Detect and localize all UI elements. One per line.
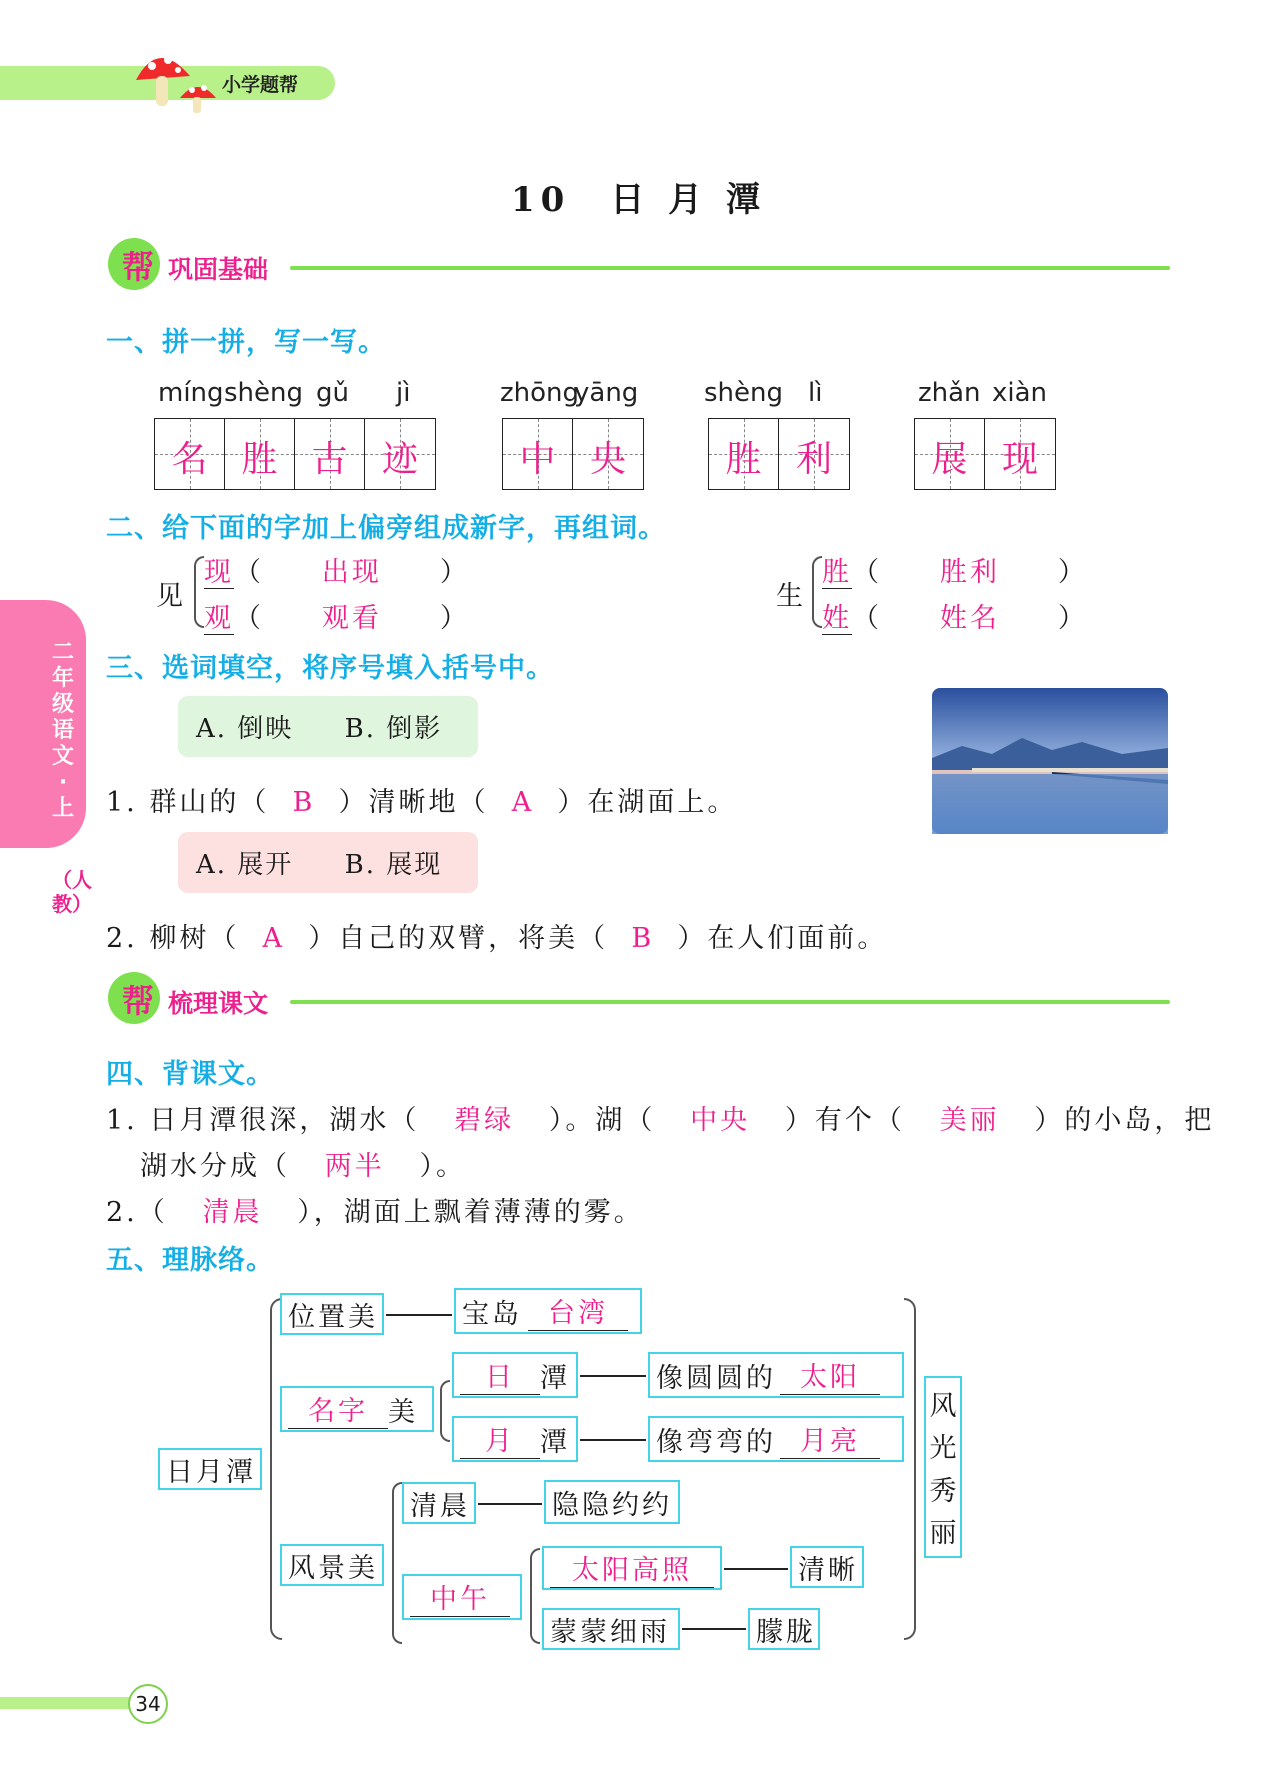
map-connector (682, 1628, 746, 1630)
map-connector (386, 1314, 452, 1316)
section-divider (290, 266, 1170, 270)
pinyin: jì (396, 378, 411, 408)
brand-label: 小学题帮 (222, 74, 299, 96)
grid-char: 名 (171, 439, 208, 480)
map-noon: 中午 (402, 1574, 522, 1620)
mushroom-icon (128, 42, 228, 114)
grid-char: 胜 (241, 439, 278, 480)
base-char: 见 (156, 581, 186, 612)
pinyin: gǔ (316, 378, 349, 408)
pinyin: lì (808, 378, 823, 408)
option-b: B. 展现 (344, 850, 443, 880)
q1-heading: 一、拼一拼，写一写。 (106, 327, 386, 358)
map-connector (580, 1439, 646, 1441)
grid-char: 迹 (381, 439, 418, 480)
grid-char: 中 (519, 439, 556, 480)
pinyin: shèng (704, 378, 784, 408)
pinyin: zhǎn (918, 378, 981, 408)
banner-help-char: 帮 (121, 248, 154, 286)
side-tab-grade: 二年级语文·上 (51, 640, 74, 821)
q4-line-1: 1. 日月潭很深，湖水（ 碧绿 ）。湖（ 中央 ）有个（ 美丽 ）的小岛，把 (106, 1105, 1215, 1136)
option-a: A. 倒映 (196, 714, 294, 744)
base-char: 生 (776, 581, 806, 612)
radical-row: 胜（ 胜利 ） (822, 557, 1088, 588)
grid-char: 胜 (725, 439, 762, 480)
char-grid (708, 418, 850, 490)
map-position-detail: 宝岛 台湾 (454, 1288, 642, 1334)
section-divider (290, 1000, 1170, 1004)
map-root: 日月潭 (158, 1448, 262, 1490)
char-grid (914, 418, 1056, 490)
char-grid (154, 418, 436, 490)
map-brace (392, 1482, 402, 1644)
pinyin: shèng (224, 378, 304, 408)
option-b: B. 倒影 (344, 714, 443, 744)
map-connector (724, 1568, 788, 1570)
pinyin: zhōng (500, 378, 580, 408)
options-box-2 (178, 832, 478, 893)
map-summary: 风 光 秀 丽 (924, 1376, 962, 1558)
section-title-text: 梳理课文 (168, 989, 269, 1018)
page-number: 34 (128, 1684, 168, 1724)
options-box-1 (178, 696, 478, 757)
map-morning-desc: 隐隐约约 (544, 1480, 680, 1524)
map-moon-lake: 月 潭 (452, 1416, 578, 1462)
q4-heading: 四、背课文。 (106, 1059, 274, 1090)
map-brace (530, 1548, 540, 1644)
map-morning: 清晨 (402, 1482, 476, 1524)
q2-heading: 二、给下面的字加上偏旁组成新字，再组词。 (106, 513, 666, 544)
lake-photo (932, 688, 1168, 834)
radical-row: 姓（ 姓名 ） (822, 603, 1088, 634)
map-scenery: 风景美 (280, 1544, 384, 1586)
map-sun-desc: 像圆圆的 太阳 (648, 1352, 904, 1398)
map-sunny-desc: 清晰 (790, 1546, 864, 1588)
banner-help-char: 帮 (121, 982, 154, 1020)
brace (194, 556, 204, 628)
map-brace (904, 1298, 916, 1640)
pinyin: yāng (574, 378, 639, 408)
map-connector (478, 1503, 542, 1505)
q4-line-3: 2.（ 清晨 ），湖面上飘着薄薄的雾。 (106, 1197, 644, 1228)
grid-char: 古 (311, 439, 348, 480)
side-tab-edition: （人教） (52, 868, 92, 916)
page-title: 10 日 月 潭 (511, 180, 766, 220)
map-name: 名字 美 (280, 1386, 434, 1432)
map-rain-desc: 朦胧 (748, 1608, 820, 1650)
option-a: A. 展开 (196, 850, 294, 880)
map-connector (580, 1375, 646, 1377)
q4-line-2: 湖水分成（ 两半 ）。 (140, 1151, 466, 1182)
map-brace (270, 1298, 282, 1640)
grid-char: 央 (589, 439, 626, 480)
map-sun-lake: 日 潭 (452, 1352, 578, 1398)
brace (812, 556, 822, 628)
q3-sentence-2: 2. 柳树（ A ）自己的双臂，将美（ B ）在人们面前。 (106, 923, 888, 954)
map-rain: 蒙蒙细雨 (542, 1608, 680, 1650)
char-grid (502, 418, 644, 490)
map-moon-desc: 像弯弯的 月亮 (648, 1416, 904, 1462)
pinyin: xiàn (992, 378, 1048, 408)
map-sunny: 太阳高照 (542, 1546, 722, 1590)
q5-heading: 五、理脉络。 (106, 1245, 274, 1276)
map-brace (440, 1380, 450, 1442)
section-title-basics: 巩固基础 (168, 255, 269, 284)
radical-row: 现（ 出现 ） (204, 557, 470, 588)
grid-char: 现 (1001, 439, 1038, 480)
grid-char: 展 (931, 439, 968, 480)
q3-sentence-1: 1. 群山的（ B ）清晰地（ A ）在湖面上。 (106, 787, 738, 818)
map-position: 位置美 (280, 1293, 384, 1335)
q3-heading: 三、选词填空，将序号填入括号中。 (106, 653, 554, 684)
grid-char: 利 (795, 439, 832, 480)
pinyin: míng (158, 378, 224, 408)
radical-row: 观（ 观看 ） (204, 603, 470, 634)
